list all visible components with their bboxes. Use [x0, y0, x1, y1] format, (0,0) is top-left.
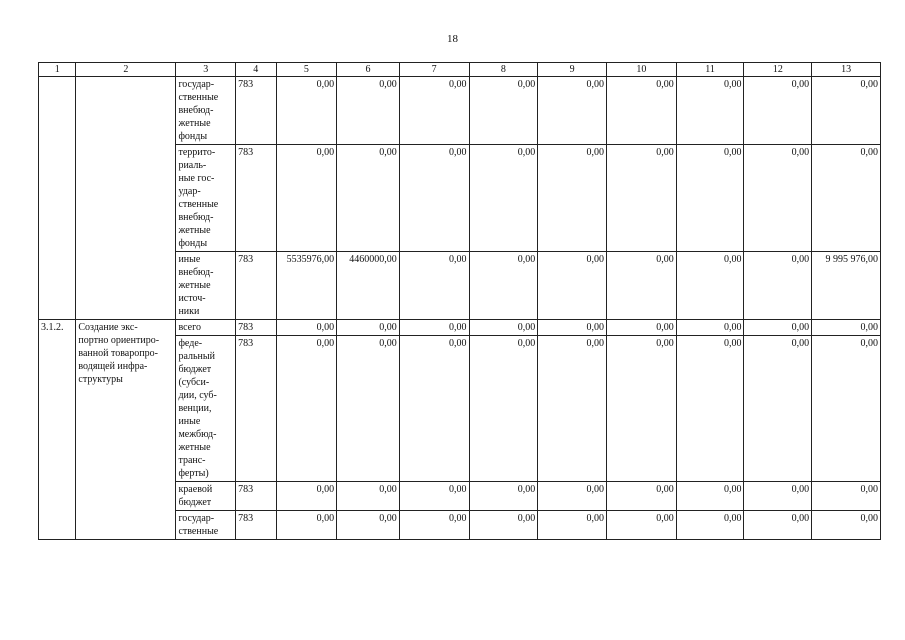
- value-cell: 5535976,00: [276, 252, 337, 320]
- value-cell: 0,00: [607, 511, 677, 540]
- value-cell: 0,00: [337, 77, 400, 145]
- value-cell: 0,00: [469, 336, 538, 482]
- value-cell: 0,00: [399, 145, 469, 252]
- value-cell: 0,00: [538, 482, 607, 511]
- value-cell: 0,00: [607, 336, 677, 482]
- column-header: 6: [337, 63, 400, 77]
- value-cell: 0,00: [276, 511, 337, 540]
- value-cell: 0,00: [469, 77, 538, 145]
- code-cell: 783: [236, 336, 276, 482]
- value-cell: 0,00: [337, 336, 400, 482]
- table-row: [39, 320, 881, 336]
- value-cell: 0,00: [469, 320, 538, 336]
- text-line: внебюд-: [178, 267, 214, 278]
- column-header: 1: [39, 63, 76, 77]
- value-cell: 0,00: [812, 77, 881, 145]
- value-cell: 0,00: [276, 145, 337, 252]
- text-line: жетные: [178, 442, 211, 453]
- text-line: краевой: [178, 484, 213, 495]
- code-cell: 783: [236, 482, 276, 511]
- text-line: внебюд-: [178, 105, 214, 116]
- value-cell: 0,00: [399, 252, 469, 320]
- value-cell: 0,00: [276, 336, 337, 482]
- item-number-cell: 3.1.2.: [39, 320, 76, 540]
- text-line: бюджет: [178, 364, 212, 375]
- value-cell: 0,00: [676, 145, 744, 252]
- value-cell: 0,00: [538, 336, 607, 482]
- text-line: феде-: [178, 338, 203, 349]
- text-line: риаль-: [178, 160, 207, 171]
- cell-text: [178, 321, 233, 334]
- funding-source-cell: [176, 320, 236, 336]
- budget-table: [38, 62, 881, 540]
- value-cell: 0,00: [744, 252, 812, 320]
- value-cell: 0,00: [399, 482, 469, 511]
- value-cell: 0,00: [676, 511, 744, 540]
- value-cell: 0,00: [812, 320, 881, 336]
- column-header: 7: [399, 63, 469, 77]
- value-cell: 0,00: [812, 511, 881, 540]
- value-cell: 0,00: [337, 320, 400, 336]
- value-cell: 0,00: [276, 77, 337, 145]
- funding-source-cell: [176, 145, 236, 252]
- cell-text: [78, 321, 173, 386]
- value-cell: 0,00: [538, 320, 607, 336]
- funding-source-cell: [176, 336, 236, 482]
- cell-text: [178, 253, 233, 318]
- value-cell: 0,00: [399, 320, 469, 336]
- value-cell: 0,00: [337, 511, 400, 540]
- value-cell: 0,00: [399, 336, 469, 482]
- value-cell: 0,00: [812, 145, 881, 252]
- text-line: террито-: [178, 147, 216, 158]
- text-line: (субси-: [178, 377, 210, 388]
- column-header: 11: [676, 63, 744, 77]
- value-cell: 0,00: [469, 252, 538, 320]
- code-cell: 783: [236, 320, 276, 336]
- text-line: водящей инфра-: [78, 361, 148, 372]
- text-line: иные: [178, 416, 201, 427]
- text-line: ральный: [178, 351, 215, 362]
- text-line: ники: [178, 306, 200, 317]
- value-cell: 0,00: [538, 77, 607, 145]
- text-line: дии, суб-: [178, 390, 217, 401]
- value-cell: 0,00: [607, 77, 677, 145]
- value-cell: 0,00: [676, 252, 744, 320]
- value-cell: 9 995 976,00: [812, 252, 881, 320]
- code-cell: 783: [236, 511, 276, 540]
- value-cell: 0,00: [469, 511, 538, 540]
- cell-text: [178, 512, 233, 538]
- item-name-cell: [76, 320, 176, 540]
- text-line: бюджет: [178, 497, 212, 508]
- text-line: государ-: [178, 79, 215, 90]
- value-cell: 0,00: [399, 77, 469, 145]
- text-line: межбюд-: [178, 429, 217, 440]
- column-header: 5: [276, 63, 337, 77]
- value-cell: 0,00: [676, 77, 744, 145]
- value-cell: 0,00: [744, 320, 812, 336]
- text-line: жетные: [178, 280, 211, 291]
- table-row: [39, 77, 881, 145]
- value-cell: 0,00: [676, 482, 744, 511]
- text-line: Создание экс-: [78, 322, 138, 333]
- value-cell: 0,00: [744, 77, 812, 145]
- code-cell: 783: [236, 145, 276, 252]
- item-name-cell: [76, 77, 176, 320]
- value-cell: 0,00: [538, 145, 607, 252]
- text-line: фонды: [178, 238, 208, 249]
- text-line: жетные: [178, 225, 211, 236]
- value-cell: 0,00: [276, 320, 337, 336]
- text-line: ственные: [178, 526, 219, 537]
- value-cell: 0,00: [607, 482, 677, 511]
- item-number-cell: [39, 77, 76, 320]
- value-cell: 0,00: [337, 145, 400, 252]
- value-cell: 0,00: [744, 511, 812, 540]
- text-line: транс-: [178, 455, 206, 466]
- column-header: 12: [744, 63, 812, 77]
- text-line: иные: [178, 254, 201, 265]
- text-line: жетные: [178, 118, 211, 129]
- text-line: удар-: [178, 186, 201, 197]
- value-cell: 0,00: [607, 320, 677, 336]
- column-header: 3: [176, 63, 236, 77]
- text-line: портно ориентиро-: [78, 335, 160, 346]
- value-cell: 0,00: [812, 336, 881, 482]
- value-cell: 4460000,00: [337, 252, 400, 320]
- text-line: ственные: [178, 92, 219, 103]
- value-cell: 0,00: [744, 336, 812, 482]
- text-line: фонды: [178, 131, 208, 142]
- value-cell: 0,00: [744, 482, 812, 511]
- value-cell: 0,00: [607, 145, 677, 252]
- value-cell: 0,00: [744, 145, 812, 252]
- value-cell: 0,00: [538, 511, 607, 540]
- column-header: 2: [76, 63, 176, 77]
- text-line: ственные: [178, 199, 219, 210]
- cell-text: [178, 146, 233, 250]
- funding-source-cell: [176, 77, 236, 145]
- funding-source-cell: [176, 252, 236, 320]
- cell-text: [178, 483, 233, 509]
- column-header: 10: [607, 63, 677, 77]
- value-cell: 0,00: [469, 145, 538, 252]
- column-header: 13: [812, 63, 881, 77]
- cell-text: [178, 78, 233, 143]
- text-line: ванной товаропро-: [78, 348, 158, 359]
- text-line: государ-: [178, 513, 215, 524]
- value-cell: 0,00: [399, 511, 469, 540]
- text-line: ферты): [178, 468, 209, 479]
- cell-text: [178, 337, 233, 480]
- column-number-row: [39, 63, 881, 77]
- text-line: структуры: [78, 374, 123, 385]
- column-header: 8: [469, 63, 538, 77]
- value-cell: 0,00: [607, 252, 677, 320]
- value-cell: 0,00: [469, 482, 538, 511]
- value-cell: 0,00: [676, 336, 744, 482]
- value-cell: 0,00: [276, 482, 337, 511]
- text-line: внебюд-: [178, 212, 214, 223]
- value-cell: 0,00: [812, 482, 881, 511]
- funding-source-cell: [176, 511, 236, 540]
- text-line: ные гос-: [178, 173, 215, 184]
- page-number: 18: [447, 33, 458, 45]
- value-cell: 0,00: [538, 252, 607, 320]
- text-line: источ-: [178, 293, 206, 304]
- text-line: всего: [178, 322, 201, 333]
- column-header: 9: [538, 63, 607, 77]
- code-cell: 783: [236, 252, 276, 320]
- value-cell: 0,00: [676, 320, 744, 336]
- column-header: 4: [236, 63, 276, 77]
- funding-source-cell: [176, 482, 236, 511]
- code-cell: 783: [236, 77, 276, 145]
- text-line: венции,: [178, 403, 212, 414]
- value-cell: 0,00: [337, 482, 400, 511]
